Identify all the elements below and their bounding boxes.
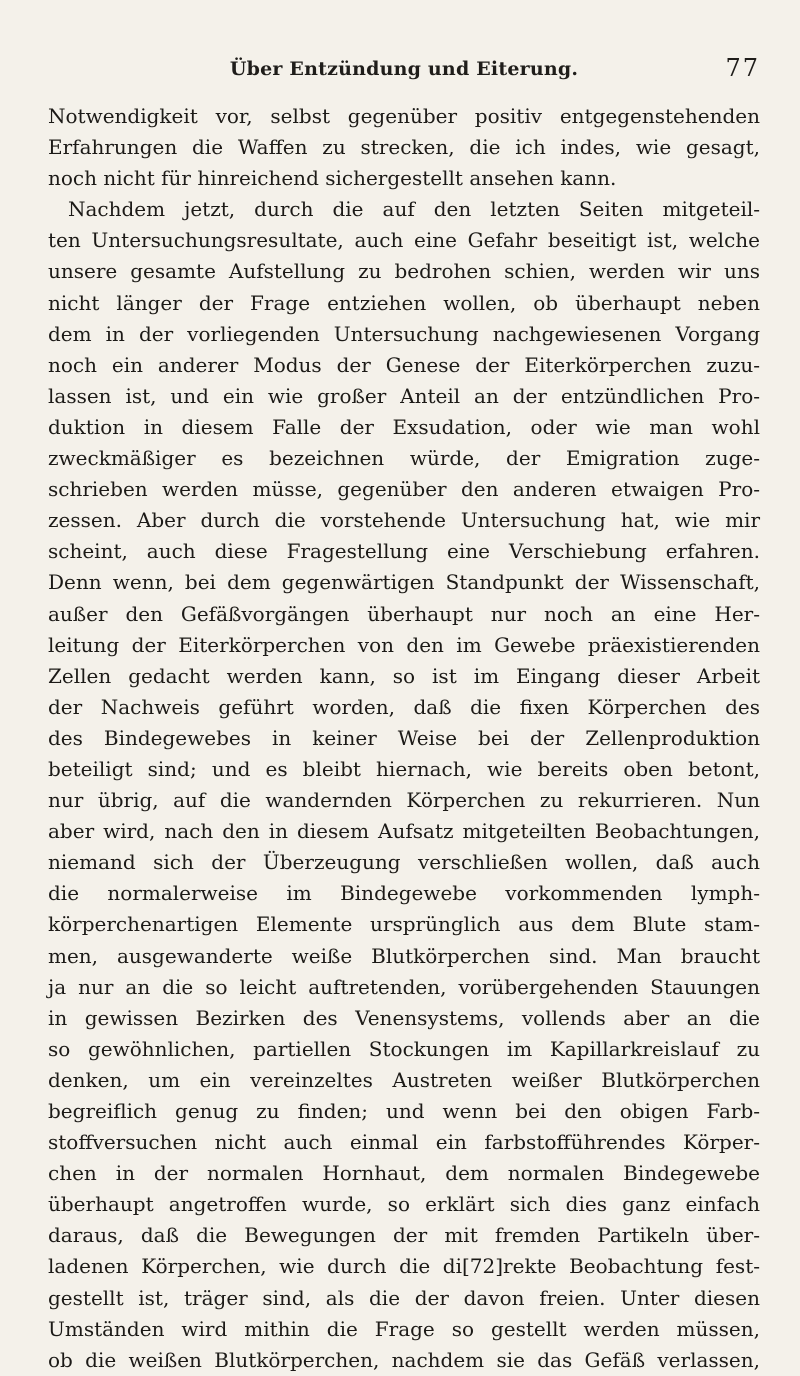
text-line: men, ausgewanderte weiße Blutkörperchen sind. Man braucht (48, 943, 760, 968)
text-line: Erfahrungen die Waffen zu strecken, die ich indes, wie gesagt, (48, 135, 760, 160)
text-line: zweckmäßiger es bezeichnen würde, der Emigration zuge- (48, 446, 760, 471)
text-line: ladenen Körperchen, wie durch die di[72]rekte Beobachtung fest- (48, 1254, 760, 1279)
text-line: stoffversuchen nicht auch einmal ein farbstofführendes Körper- (48, 1130, 760, 1155)
text-line: dem in der vorliegenden Untersuchung nachgewiesenen Vorgang (48, 321, 760, 346)
text-line: unsere gesamte Aufstellung zu bedrohen schien, werden wir uns (48, 259, 760, 284)
text-line: körperchenartigen Elemente ursprünglich aus dem Blute stam- (48, 912, 760, 937)
text-line: duktion in diesem Falle der Exsudation, oder wie man wohl (48, 414, 760, 439)
text-line: niemand sich der Überzeugung verschließen wollen, daß auch (48, 850, 760, 875)
text-line: so gewöhnlichen, partiellen Stockungen im Kapillarkreislauf zu (48, 1036, 760, 1061)
text-line: überhaupt angetroffen wurde, so erklärt sich dies ganz einfach (48, 1192, 760, 1217)
text-line: nicht länger der Frage entziehen wollen, ob überhaupt neben (48, 290, 760, 315)
text-line: schrieben werden müsse, gegenüber den anderen etwaigen Pro- (48, 477, 760, 502)
page-number: 77 (725, 54, 760, 82)
text-line: noch nicht für hinreichend sichergestellt ansehen kann. (48, 166, 617, 191)
text-line: Notwendigkeit vor, selbst gegenüber positiv entgegenstehenden (48, 104, 760, 128)
text-line: chen in der normalen Hornhaut, dem normalen Bindegewebe (48, 1161, 760, 1186)
text-line: Denn wenn, bei dem gegenwärtigen Standpunkt der Wissenschaft, (48, 570, 760, 595)
body-text (48, 101, 760, 1376)
text-line: des Bindegewebes in keiner Weise bei der Zellenproduktion (48, 725, 760, 750)
text-line: denken, um ein vereinzeltes Austreten weißer Blutkörperchen (48, 1067, 760, 1092)
text-line: in gewissen Bezirken des Venensystems, vollends aber an die (48, 1005, 760, 1030)
text-line: Zellen gedacht werden kann, so ist im Eingang dieser Arbeit (48, 663, 760, 688)
text-line: begreiflich genug zu finden; und wenn bei den obigen Farb- (48, 1099, 760, 1123)
text-line: ten Untersuchungsresultate, auch eine Gefahr beseitigt ist, welche (48, 228, 760, 253)
text-line: die normalerweise im Bindegewebe vorkommenden lymph- (48, 881, 760, 906)
text-line: noch ein anderer Modus der Genese der Eiterkörperchen zuzu- (48, 352, 760, 377)
text-line: scheint, auch diese Fragestellung eine Verschiebung erfahren. (48, 539, 760, 564)
text-line: lassen ist, und ein wie großer Anteil an der entzündlichen Pro- (48, 383, 760, 408)
text-line: zessen. Aber durch die vorstehende Untersuchung hat, wie mir (48, 508, 760, 533)
text-line: Umständen wird mithin die Frage so gestellt werden müssen, (48, 1316, 760, 1341)
text-line: außer den Gefäßvorgängen überhaupt nur noch an eine Her- (48, 601, 760, 626)
text-line: ja nur an die so leicht auftretenden, vorübergehenden Stauungen (48, 974, 760, 999)
text-line: leitung der Eiterkörperchen von den im Gewebe präexistierenden (48, 632, 760, 657)
text-line: nur übrig, auf die wandernden Körperchen zu rekurrieren. Nun (48, 788, 760, 813)
text-line: beteiligt sind; und es bleibt hiernach, wie bereits oben betont, (48, 756, 760, 781)
text-line: gestellt ist, träger sind, als die der davon freien. Unter diesen (48, 1285, 760, 1310)
text-line: ob die weißen Blutkörperchen, nachdem sie das Gefäß verlassen, (48, 1347, 760, 1372)
running-title: Über Entzündung und Eiterung. (229, 58, 579, 80)
text-line: daraus, daß die Bewegungen der mit fremden Partikeln über- (48, 1223, 760, 1248)
text-line: aber wird, nach den in diesem Aufsatz mitgeteilten Beobachtungen, (48, 819, 760, 844)
text-line: der Nachweis geführt worden, daß die fixen Körperchen des (48, 694, 760, 719)
text-line: Nachdem jetzt, durch die auf den letzten Seiten mitgeteil- (68, 197, 760, 222)
running-head (48, 54, 760, 88)
